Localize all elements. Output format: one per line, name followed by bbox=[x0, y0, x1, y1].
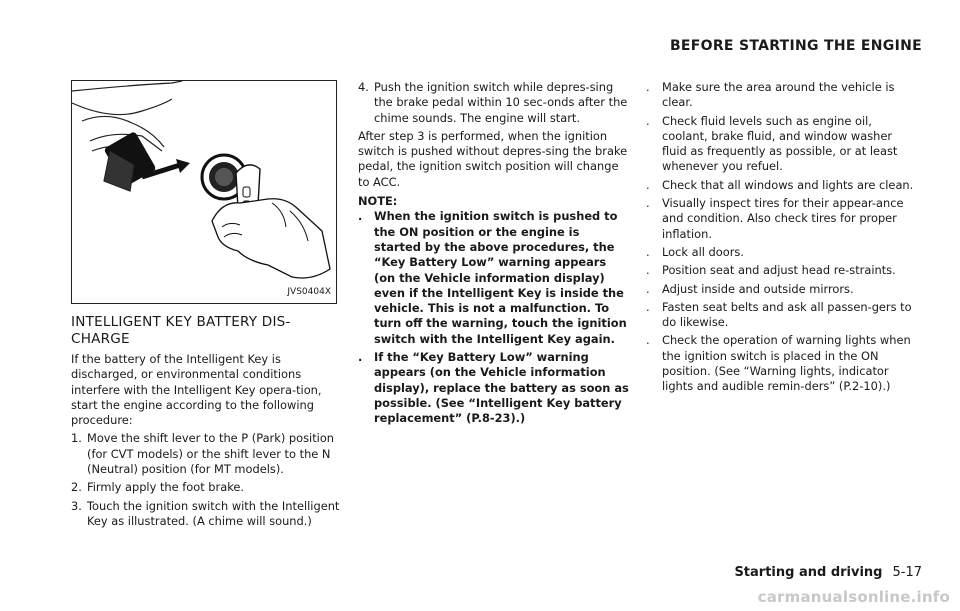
checklist-text: Fasten seat belts and ask all passen-gers to do likewise. bbox=[662, 299, 912, 330]
page-header-title: BEFORE STARTING THE ENGINE bbox=[669, 38, 922, 54]
page-number: 5-17 bbox=[892, 565, 922, 580]
checklist-text: Lock all doors. bbox=[662, 244, 744, 259]
step-item bbox=[358, 80, 630, 126]
note-title: NOTE: bbox=[358, 194, 398, 209]
section-heading-line1: INTELLIGENT KEY BATTERY DIS- bbox=[71, 314, 291, 330]
procedure-steps-continued bbox=[358, 80, 630, 126]
step-text: Firmly apply the foot brake. bbox=[87, 480, 245, 495]
procedure-steps bbox=[71, 431, 343, 529]
step-item bbox=[71, 499, 343, 530]
note-item bbox=[358, 350, 630, 426]
step-text: Touch the ignition switch with the Intelligent Key as illustrated. (A chime will sound.) bbox=[87, 498, 340, 528]
step-item bbox=[71, 480, 343, 495]
checklist-item bbox=[646, 196, 918, 242]
bullet: . bbox=[646, 113, 650, 128]
bullet: . bbox=[646, 80, 650, 94]
section-intro: If the battery of the Intelligent Key is discharged, or environmental conditions interfere with the Intelligent Key opera-tion, start the engine according to the following procedure: bbox=[71, 352, 322, 428]
bullet: . bbox=[646, 299, 650, 314]
checklist-item bbox=[646, 300, 918, 331]
bullet: . bbox=[646, 244, 650, 259]
checklist-text: Check fluid levels such as engine oil, coolant, brake fluid, and window washer fluid as frequently as possible, or at least whenever you refuel. bbox=[662, 113, 898, 174]
note-list bbox=[358, 209, 630, 426]
step-text: Push the ignition switch while depres-sing the brake pedal within 10 sec-onds after the chime sounds. The engine will start. bbox=[374, 80, 628, 125]
column-middle bbox=[358, 80, 630, 430]
bullet: . bbox=[358, 350, 363, 365]
page-footer bbox=[734, 565, 922, 580]
bullet: . bbox=[646, 263, 650, 278]
after-step-paragraph: After step 3 is performed, when the ignition switch is pushed without depres-sing the brake pedal, the ignition switch position will change to ACC. bbox=[358, 128, 628, 189]
pre-start-checklist bbox=[646, 80, 918, 395]
checklist-text: Make sure the area around the vehicle is clear. bbox=[662, 80, 895, 110]
footer-section: Starting and driving bbox=[734, 565, 883, 580]
watermark-text: carmanualsonline.info bbox=[757, 588, 950, 606]
illustration-drawing bbox=[72, 81, 336, 303]
bullet: . bbox=[646, 196, 650, 211]
checklist-text: Position seat and adjust head re-straints. bbox=[662, 263, 896, 278]
checklist-item bbox=[646, 114, 918, 175]
bullet: . bbox=[358, 209, 363, 224]
ignition-key-illustration bbox=[71, 80, 337, 304]
note-item bbox=[358, 209, 630, 347]
step-number: 1. bbox=[71, 431, 82, 446]
checklist-item bbox=[646, 333, 918, 394]
section-heading bbox=[71, 314, 343, 348]
note-text: When the ignition switch is pushed to the ON position or the engine is started by the above procedures, the “Key Battery Low” warning appears (on the Vehicle information display) even if the Intelligent Key is inside the vehicle. This is not a malfunction. To turn off the warning, touch the ignition switch with the Intelligent Key again. bbox=[374, 209, 627, 346]
step-number: 4. bbox=[358, 80, 369, 94]
bullet: . bbox=[646, 281, 650, 296]
checklist-text: Adjust inside and outside mirrors. bbox=[662, 281, 854, 296]
bullet: . bbox=[646, 333, 650, 348]
column-left bbox=[71, 80, 343, 532]
step-number: 2. bbox=[71, 480, 82, 495]
step-text: Move the shift lever to the P (Park) position (for CVT models) or the shift lever to the N (Neutral) position (for MT models). bbox=[87, 431, 335, 477]
checklist-item bbox=[646, 282, 918, 297]
section-heading-line2: CHARGE bbox=[71, 331, 130, 347]
bullet: . bbox=[646, 177, 650, 192]
column-right bbox=[646, 80, 918, 398]
checklist-text: Check the operation of warning lights when the ignition switch is placed in the ON position. (See “Warning lights, indicator lights and audible remin-ders” (P.2-10).) bbox=[662, 333, 911, 394]
checklist-item bbox=[646, 245, 918, 260]
checklist-item bbox=[646, 178, 918, 193]
checklist-item bbox=[646, 80, 918, 111]
checklist-text: Check that all windows and lights are clean. bbox=[662, 177, 914, 192]
step-number: 3. bbox=[71, 498, 82, 513]
checklist-item bbox=[646, 263, 918, 278]
note-text: If the “Key Battery Low” warning appears (on the Vehicle information display), replace the battery as soon as possible. (See “Intelligent Key battery replacement” (P.8-23).) bbox=[374, 350, 629, 426]
step-item bbox=[71, 431, 343, 477]
checklist-text: Visually inspect tires for their appear-ance and condition. Also check tires for proper inflation. bbox=[662, 196, 904, 241]
figure-code: JVS0404X bbox=[287, 286, 331, 297]
